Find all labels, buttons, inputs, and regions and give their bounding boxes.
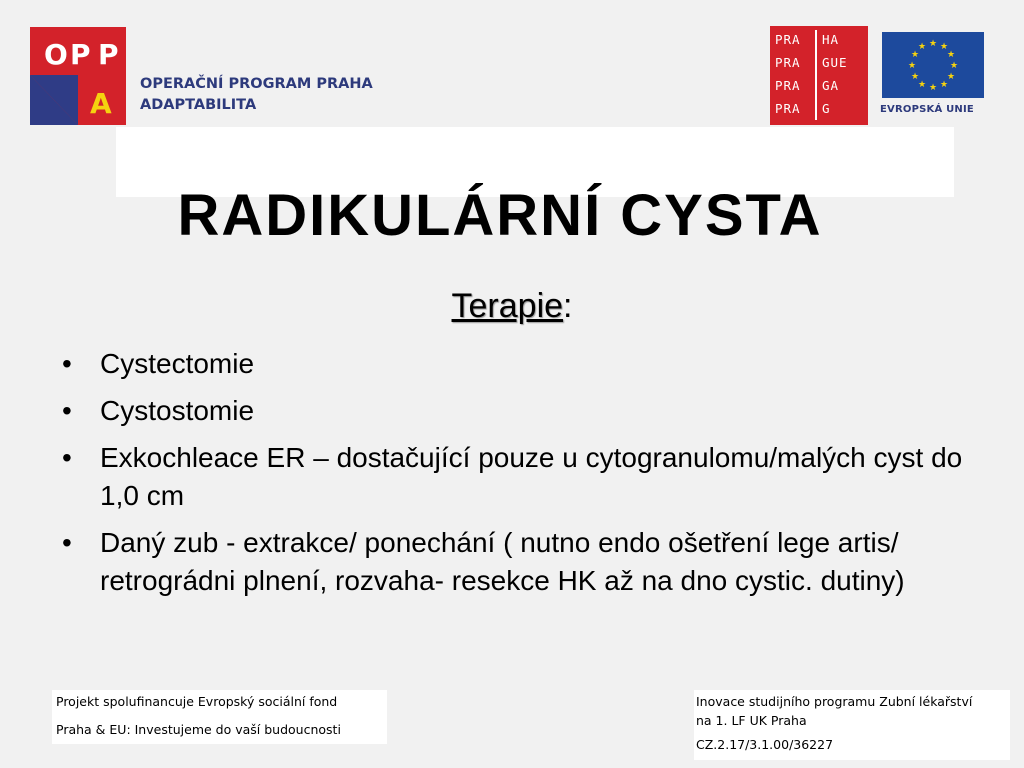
slide-title: RADIKULÁRNÍ CYSTA — [177, 183, 823, 248]
oppa-letter-o: O — [44, 38, 68, 71]
footer-project-line1: Inovace studijního programu Zubní lékařství — [696, 694, 973, 709]
svg-text:★: ★ — [928, 39, 938, 49]
oppa-letter-p2: P — [98, 38, 119, 71]
list-item — [58, 439, 988, 515]
praha-logo-cell: PRA — [775, 101, 801, 116]
eu-flag-icon — [882, 32, 984, 98]
footer-project — [694, 690, 1010, 760]
footer-project-line3: CZ.2.17/3.1.00/36227 — [696, 737, 834, 752]
svg-text:★: ★ — [939, 80, 949, 90]
therapy-list — [58, 345, 988, 609]
svg-text:★: ★ — [910, 50, 920, 60]
svg-text:★: ★ — [928, 83, 938, 93]
list-item — [58, 524, 988, 600]
list-item-text: Daný zub - extrakce/ ponechání ( nutno endo ošetření lege artis/ retrográdni plnení, rozvaha- resekce HK až na dno cystic. dutiny) — [100, 527, 905, 596]
svg-text:★: ★ — [917, 42, 927, 52]
praha-logo-cell: PRA — [775, 32, 801, 47]
bullet-icon: • — [62, 527, 72, 558]
footer-funding-line1: Projekt spolufinancuje Evropský sociální fond — [56, 694, 338, 709]
praha-logo-cell: GUE — [822, 55, 848, 70]
praha-logo-cell: HA — [822, 32, 840, 47]
praha-logo — [770, 26, 868, 125]
program-name — [140, 74, 373, 116]
eu-label: EVROPSKÁ UNIE — [880, 104, 974, 115]
oppa-letter-a: A — [90, 87, 112, 120]
list-item-text: Cystectomie — [100, 348, 255, 379]
svg-text:★: ★ — [946, 72, 956, 82]
svg-text:★: ★ — [949, 61, 959, 71]
svg-text:★: ★ — [910, 72, 920, 82]
list-item — [58, 392, 988, 430]
program-name-line1: OPERAČNÍ PROGRAM PRAHA — [140, 76, 373, 92]
praha-logo-cell: PRA — [775, 78, 801, 93]
subtitle-word: Terapie — [451, 287, 564, 325]
oppa-logo — [30, 27, 126, 125]
slide-subtitle — [0, 287, 1024, 326]
program-name-line2: ADAPTABILITA — [140, 97, 257, 113]
bullet-icon: • — [62, 348, 72, 379]
footer-funding-line2: Praha & EU: Investujeme do vaší budoucnosti — [56, 722, 341, 737]
eu-stars — [882, 32, 984, 98]
footer-project-line2: na 1. LF UK Praha — [696, 713, 807, 728]
svg-text:★: ★ — [917, 80, 927, 90]
footer-funding — [52, 690, 387, 744]
praha-logo-cell: G — [822, 101, 831, 116]
oppa-logo-graphic — [30, 27, 126, 125]
praha-logo-cell: PRA — [775, 55, 801, 70]
list-item-text: Exkochleace ER – dostačující pouze u cytogranulomu/malých cyst do 1,0 cm — [100, 442, 963, 511]
subtitle-suffix: : — [563, 287, 573, 325]
svg-text:★: ★ — [939, 42, 949, 52]
list-item — [58, 345, 988, 383]
oppa-letter-p1: P — [70, 38, 91, 71]
bullet-icon: • — [62, 442, 72, 473]
list-item-text: Cystostomie — [100, 395, 255, 426]
praha-logo-divider — [815, 30, 817, 120]
svg-text:★: ★ — [907, 61, 917, 71]
praha-logo-cell: GA — [822, 78, 840, 93]
svg-text:★: ★ — [946, 50, 956, 60]
bullet-icon: • — [62, 395, 72, 426]
